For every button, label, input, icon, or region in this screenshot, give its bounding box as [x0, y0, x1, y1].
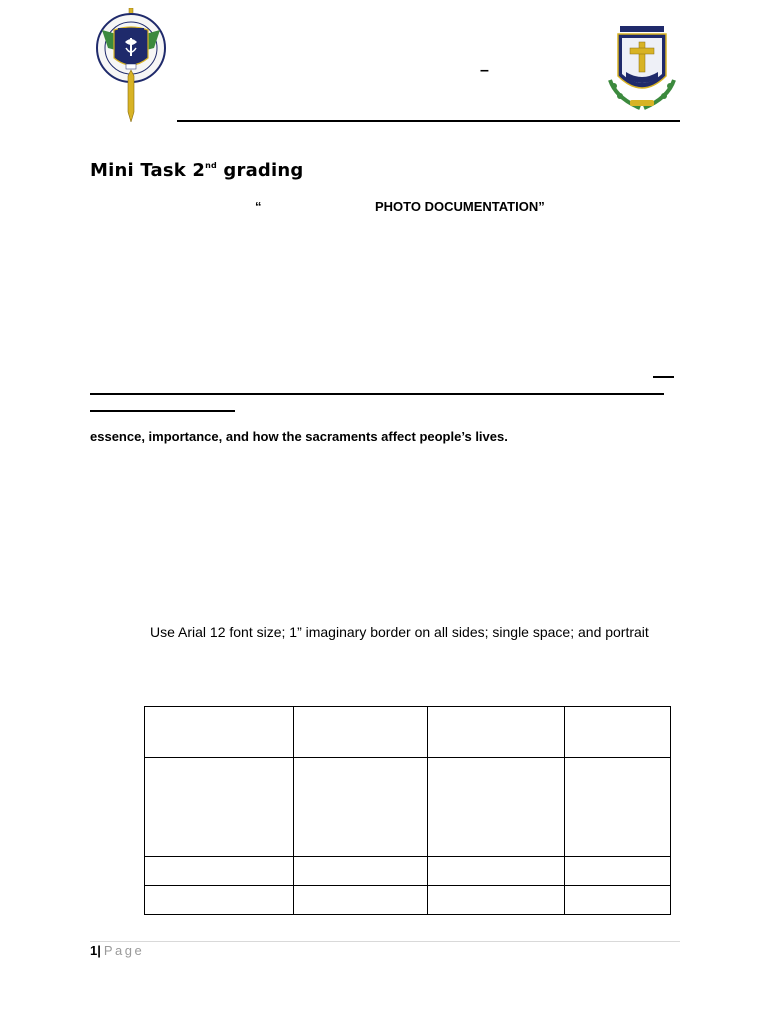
format-instructions: Use Arial 12 font size; 1” imaginary border on all sides; single space; and portrait: [150, 624, 649, 640]
table-cell: [145, 707, 294, 758]
table-cell: [145, 857, 294, 886]
table-cell: [565, 857, 671, 886]
table-cell: [294, 758, 428, 857]
rubric-table: [144, 706, 671, 915]
blank-line-partial: [90, 410, 235, 412]
table-row: [145, 707, 671, 758]
table-cell: [145, 886, 294, 915]
page-number: [90, 943, 101, 958]
header-divider: [177, 120, 680, 122]
page-footer: [90, 943, 144, 958]
table-cell: [294, 886, 428, 915]
table-cell: [565, 886, 671, 915]
title-prefix: Mini Task 2: [90, 160, 206, 181]
essence-text: essence, importance, and how the sacraments affect people’s lives.: [90, 429, 508, 444]
table-cell: [565, 758, 671, 857]
title-suffix: grading: [216, 160, 304, 181]
table-cell: [145, 758, 294, 857]
blank-line-long: [90, 393, 664, 395]
header-dash: –: [480, 62, 489, 79]
blank-line-short: [653, 376, 674, 378]
table-row: [145, 758, 671, 857]
footer-divider: [90, 941, 680, 942]
table-cell: [565, 707, 671, 758]
table-row: [145, 857, 671, 886]
table-row: [145, 886, 671, 915]
page-number-value: 1: [90, 943, 98, 958]
table-cell: [428, 857, 565, 886]
page-separator: |: [97, 943, 101, 958]
table-cell: [294, 857, 428, 886]
university-crest-logo: [606, 26, 678, 112]
mini-task-title: [90, 160, 303, 181]
table-cell: [428, 707, 565, 758]
open-quote: “: [255, 199, 262, 214]
photo-documentation-title: PHOTO DOCUMENTATION”: [375, 199, 545, 214]
university-shield-dagger-logo: [92, 8, 170, 122]
page-label: Page: [103, 943, 145, 958]
table-cell: [294, 707, 428, 758]
table-cell: [428, 886, 565, 915]
title-superscript: nd: [205, 161, 217, 170]
table-cell: [428, 758, 565, 857]
